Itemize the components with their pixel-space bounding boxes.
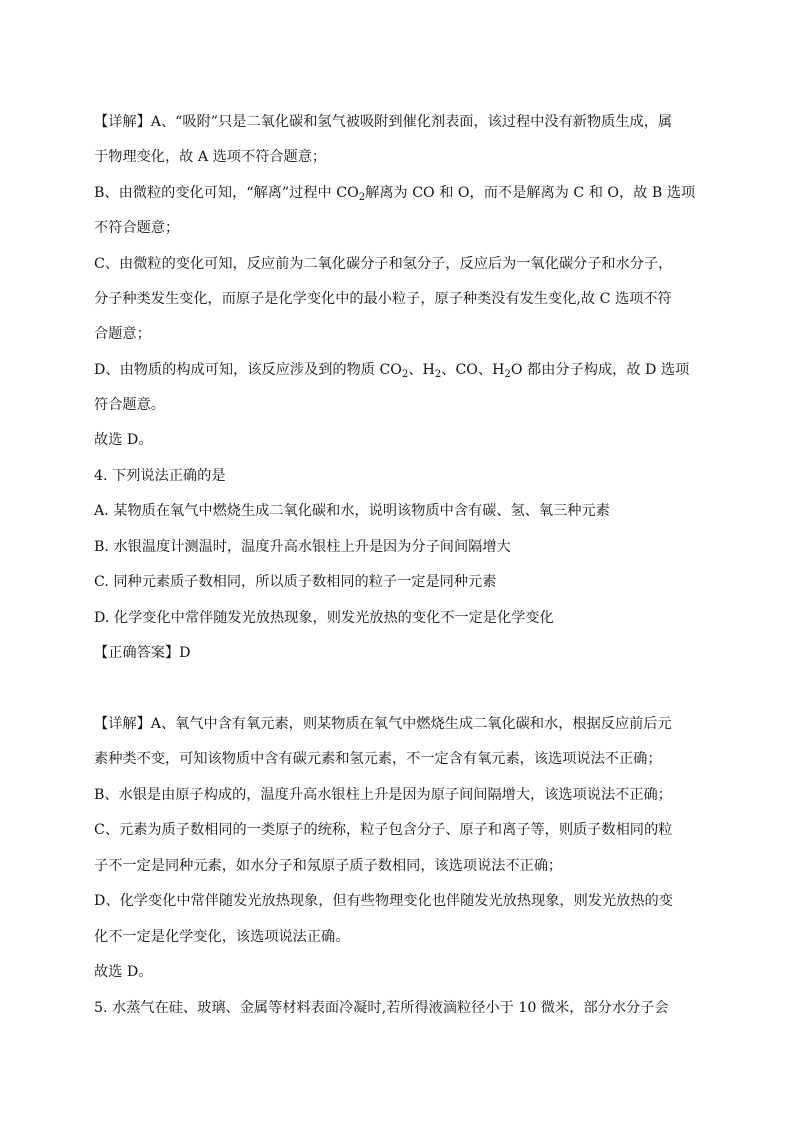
question-4-answer: 【正确答案】D: [94, 645, 191, 661]
explanation-q4-line-3: B、水银是由原子构成的，温度升高水银柱上升是因为原子间间隔增大，该选项说法不正确；: [94, 787, 672, 803]
subscript: 2: [434, 369, 442, 380]
question-4-stem: 4. 下列说法正确的是: [94, 468, 226, 484]
question-4-option-c: C. 同种元素质子数相同，所以质子数相同的粒子一定是同种元素: [94, 574, 497, 590]
question-4-option-b: B. 水银温度计测温时，温度升高水银柱上升是因为分子间间隔增大: [94, 539, 511, 555]
text-segment: 、CO、H: [441, 362, 505, 378]
explanation-q3-b-line-2: 不符合题意；: [94, 220, 180, 236]
question-5-stem: 5. 水蒸气在硅、玻璃、金属等材料表面冷凝时,若所得液滴粒径小于 10 微米，部分水分子会: [94, 1000, 669, 1016]
explanation-q3-c-line-2: 分子种类发生变化，而原子是化学变化中的最小粒子，原子种类没有发生变化,故 C 选项不符: [94, 291, 672, 307]
explanation-q4-line-2: 素种类不变，可知该物质中含有碳元素和氢元素，不一定含有氧元素，该选项说法不正确；: [94, 751, 662, 767]
explanation-q3-d-line-1: [94, 360, 704, 385]
explanation-q3-a-line-2: 于物理变化，故 A 选项不符合题意；: [94, 149, 327, 165]
text-segment: O 都由分子构成，故 D 选项: [510, 362, 690, 378]
explanation-q4-conclusion: 故选 D。: [94, 964, 153, 980]
question-4-option-a: A. 某物质在氧气中燃烧生成二氧化碳和水，说明该物质中含有碳、氢、氧三种元素: [94, 503, 610, 519]
explanation-q4-line-1: 【详解】A、氧气中含有氧元素，则某物质在氧气中燃烧生成二氧化碳和水，根据反应前后元: [94, 716, 672, 732]
explanation-q3-d-line-2: 符合题意。: [94, 397, 165, 413]
subscript: 2: [504, 369, 511, 380]
text-segment: 解离为 CO 和 O，而不是解离为 C 和 O，故 B 选项: [365, 185, 696, 201]
text-segment: B、由微粒的变化可知，“解离”过程中 CO: [94, 185, 359, 201]
explanation-q4-line-7: 化不一定是化学变化，该选项说法正确。: [94, 929, 350, 945]
explanation-q4-line-5: 子不一定是同种元素，如水分子和氖原子质子数相同，该选项说法不正确；: [94, 858, 563, 874]
text-segment: 、H: [408, 362, 435, 378]
explanation-q4-line-4: C、元素为质子数相同的一类原子的统称，粒子包含分子、原子和离子等，则质子数相同的粒: [94, 822, 673, 838]
explanation-q3-c-line-1: C、由微粒的变化可知，反应前为二氧化碳分子和氢分子，反应后为一氧化碳分子和水分子，: [94, 256, 673, 272]
subscript: 2: [358, 192, 366, 203]
text-segment: D、由物质的构成可知，该反应涉及到的物质 CO: [94, 362, 402, 378]
explanation-q3-a-line-1: 【详解】A、“吸附”只是二氧化碳和氢气被吸附到催化剂表面，该过程中没有新物质生成，属: [94, 114, 673, 130]
explanation-q4-line-6: D、化学变化中常伴随发光放热现象，但有些物理变化也伴随发光放热现象，则发光放热的变: [94, 893, 673, 909]
explanation-q3-b-line-1: [94, 183, 704, 208]
subscript: 2: [401, 369, 409, 380]
question-4-option-d: D. 化学变化中常伴随发光放热现象，则发光放热的变化不一定是化学变化: [94, 610, 554, 626]
explanation-q3-c-line-3: 合题意；: [94, 326, 151, 342]
explanation-q3-conclusion: 故选 D。: [94, 432, 153, 448]
